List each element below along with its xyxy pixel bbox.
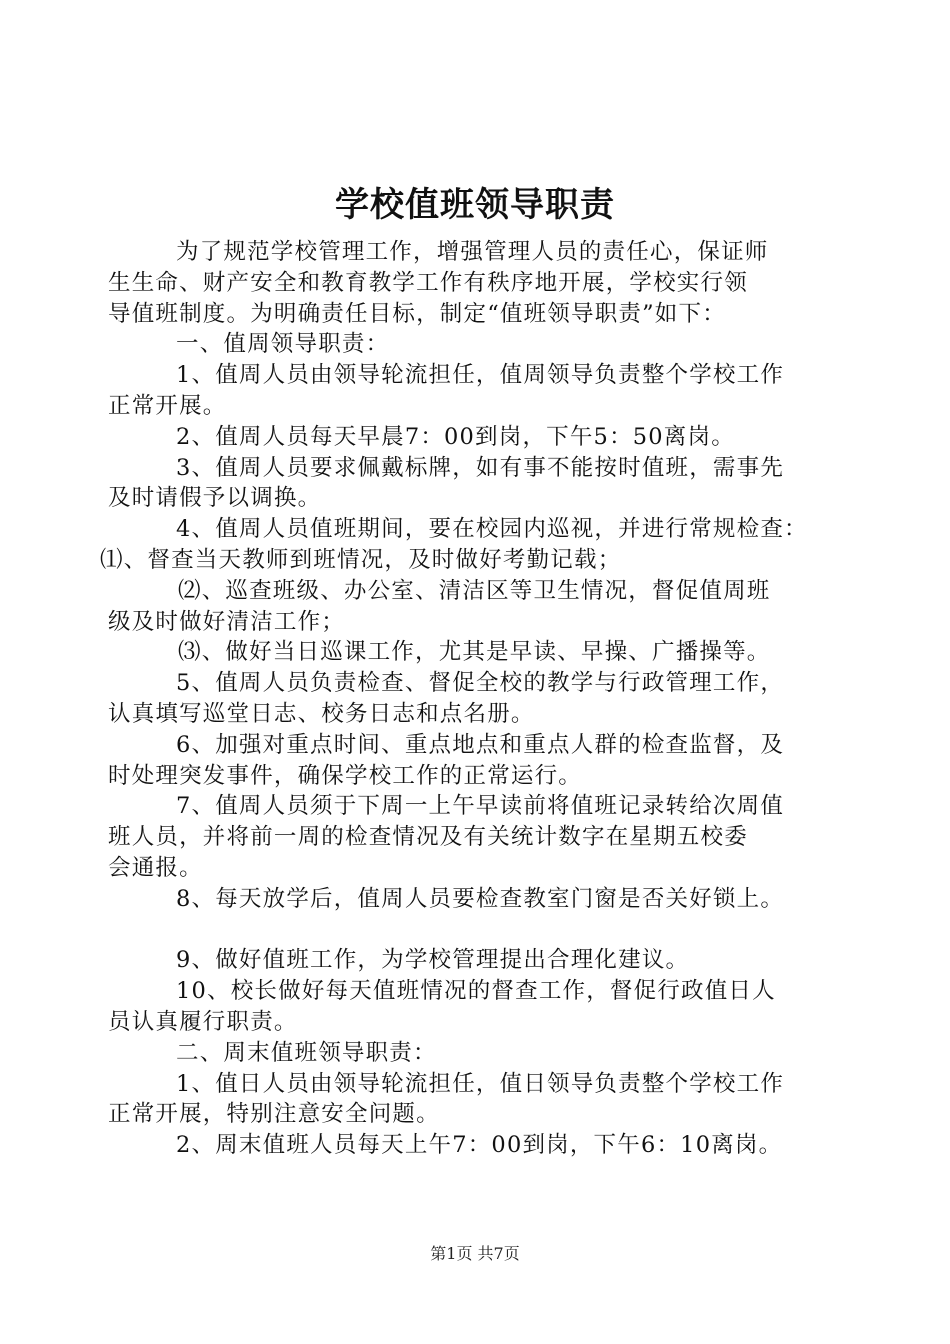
paragraph-line: 5、值周人员负责检查、督促全校的教学与行政管理工作， [176,670,785,697]
page-footer: 第1页 共7页 [430,1244,520,1263]
section-heading: 一、值周领导职责： [176,331,390,358]
paragraph-line: 正常开展。 [108,392,227,419]
section-heading: 二、周末值班领导职责： [176,1039,437,1066]
paragraph-line: 班人员，并将前一周的检查情况及有关统计数字在星期五校委 [108,824,748,851]
paragraph-line: 正常开展，特别注意安全问题。 [108,1101,440,1128]
paragraph-line: 4、值周人员值班期间，要在校园内巡视，并进行常规检查： [176,516,808,543]
paragraph-line: 认真填写巡堂日志、校务日志和点名册。 [108,700,535,727]
paragraph-line: 级及时做好清洁工作； [108,608,346,635]
paragraph-line: 3、值周人员要求佩戴标牌，如有事不能按时值班，需事先 [176,454,785,481]
paragraph-line: 1、值周人员由领导轮流担任，值周领导负责整个学校工作 [176,362,785,389]
document-body [100,237,842,1161]
paragraph-line: 10、校长做好每天值班情况的督查工作，督促行政值日人 [176,978,776,1005]
paragraph-line: ⑴、督查当天教师到班情况，及时做好考勤记载； [100,546,622,573]
paragraph-line: ⑶、做好当日巡课工作，尤其是早读、早操、广播操等。 [178,639,771,666]
paragraph-line: 及时请假予以调换。 [108,485,322,512]
blank-line [108,915,842,946]
paragraph-line: 为了规范学校管理工作，增强管理人员的责任心，保证师 [176,239,769,265]
paragraph-line: 导值班制度。为明确责任目标，制定“值班领导职责”如下： [108,300,726,327]
paragraph-line: 1、值日人员由领导轮流担任，值日领导负责整个学校工作 [176,1070,785,1097]
paragraph-line: 时处理突发事件，确保学校工作的正常运行。 [108,762,583,789]
paragraph-line: 生生命、财产安全和教育教学工作有秩序地开展，学校实行领 [108,269,748,296]
document-title: 学校值班领导职责 [335,185,615,225]
paragraph-line: 员认真履行职责。 [108,1008,298,1035]
paragraph-line: 2、周末值班人员每天上午7：00到岗，下午6：10离岗。 [176,1132,783,1159]
paragraph-line: 9、做好值班工作，为学校管理提出合理化建议。 [176,947,690,974]
paragraph-line: 8、每天放学后，值周人员要检查教室门窗是否关好锁上。 [176,885,785,912]
paragraph-line: ⑵、巡查班级、办公室、清洁区等卫生情况，督促值周班 [178,577,771,604]
paragraph-line: 2、值周人员每天早晨7：00到岗，下午5：50离岗。 [176,423,735,450]
paragraph-line: 6、加强对重点时间、重点地点和重点人群的检查监督，及 [176,731,785,758]
paragraph-line: 会通报。 [108,854,203,881]
paragraph-line: 7、值周人员须于下周一上午早读前将值班记录转给次周值 [176,793,785,820]
